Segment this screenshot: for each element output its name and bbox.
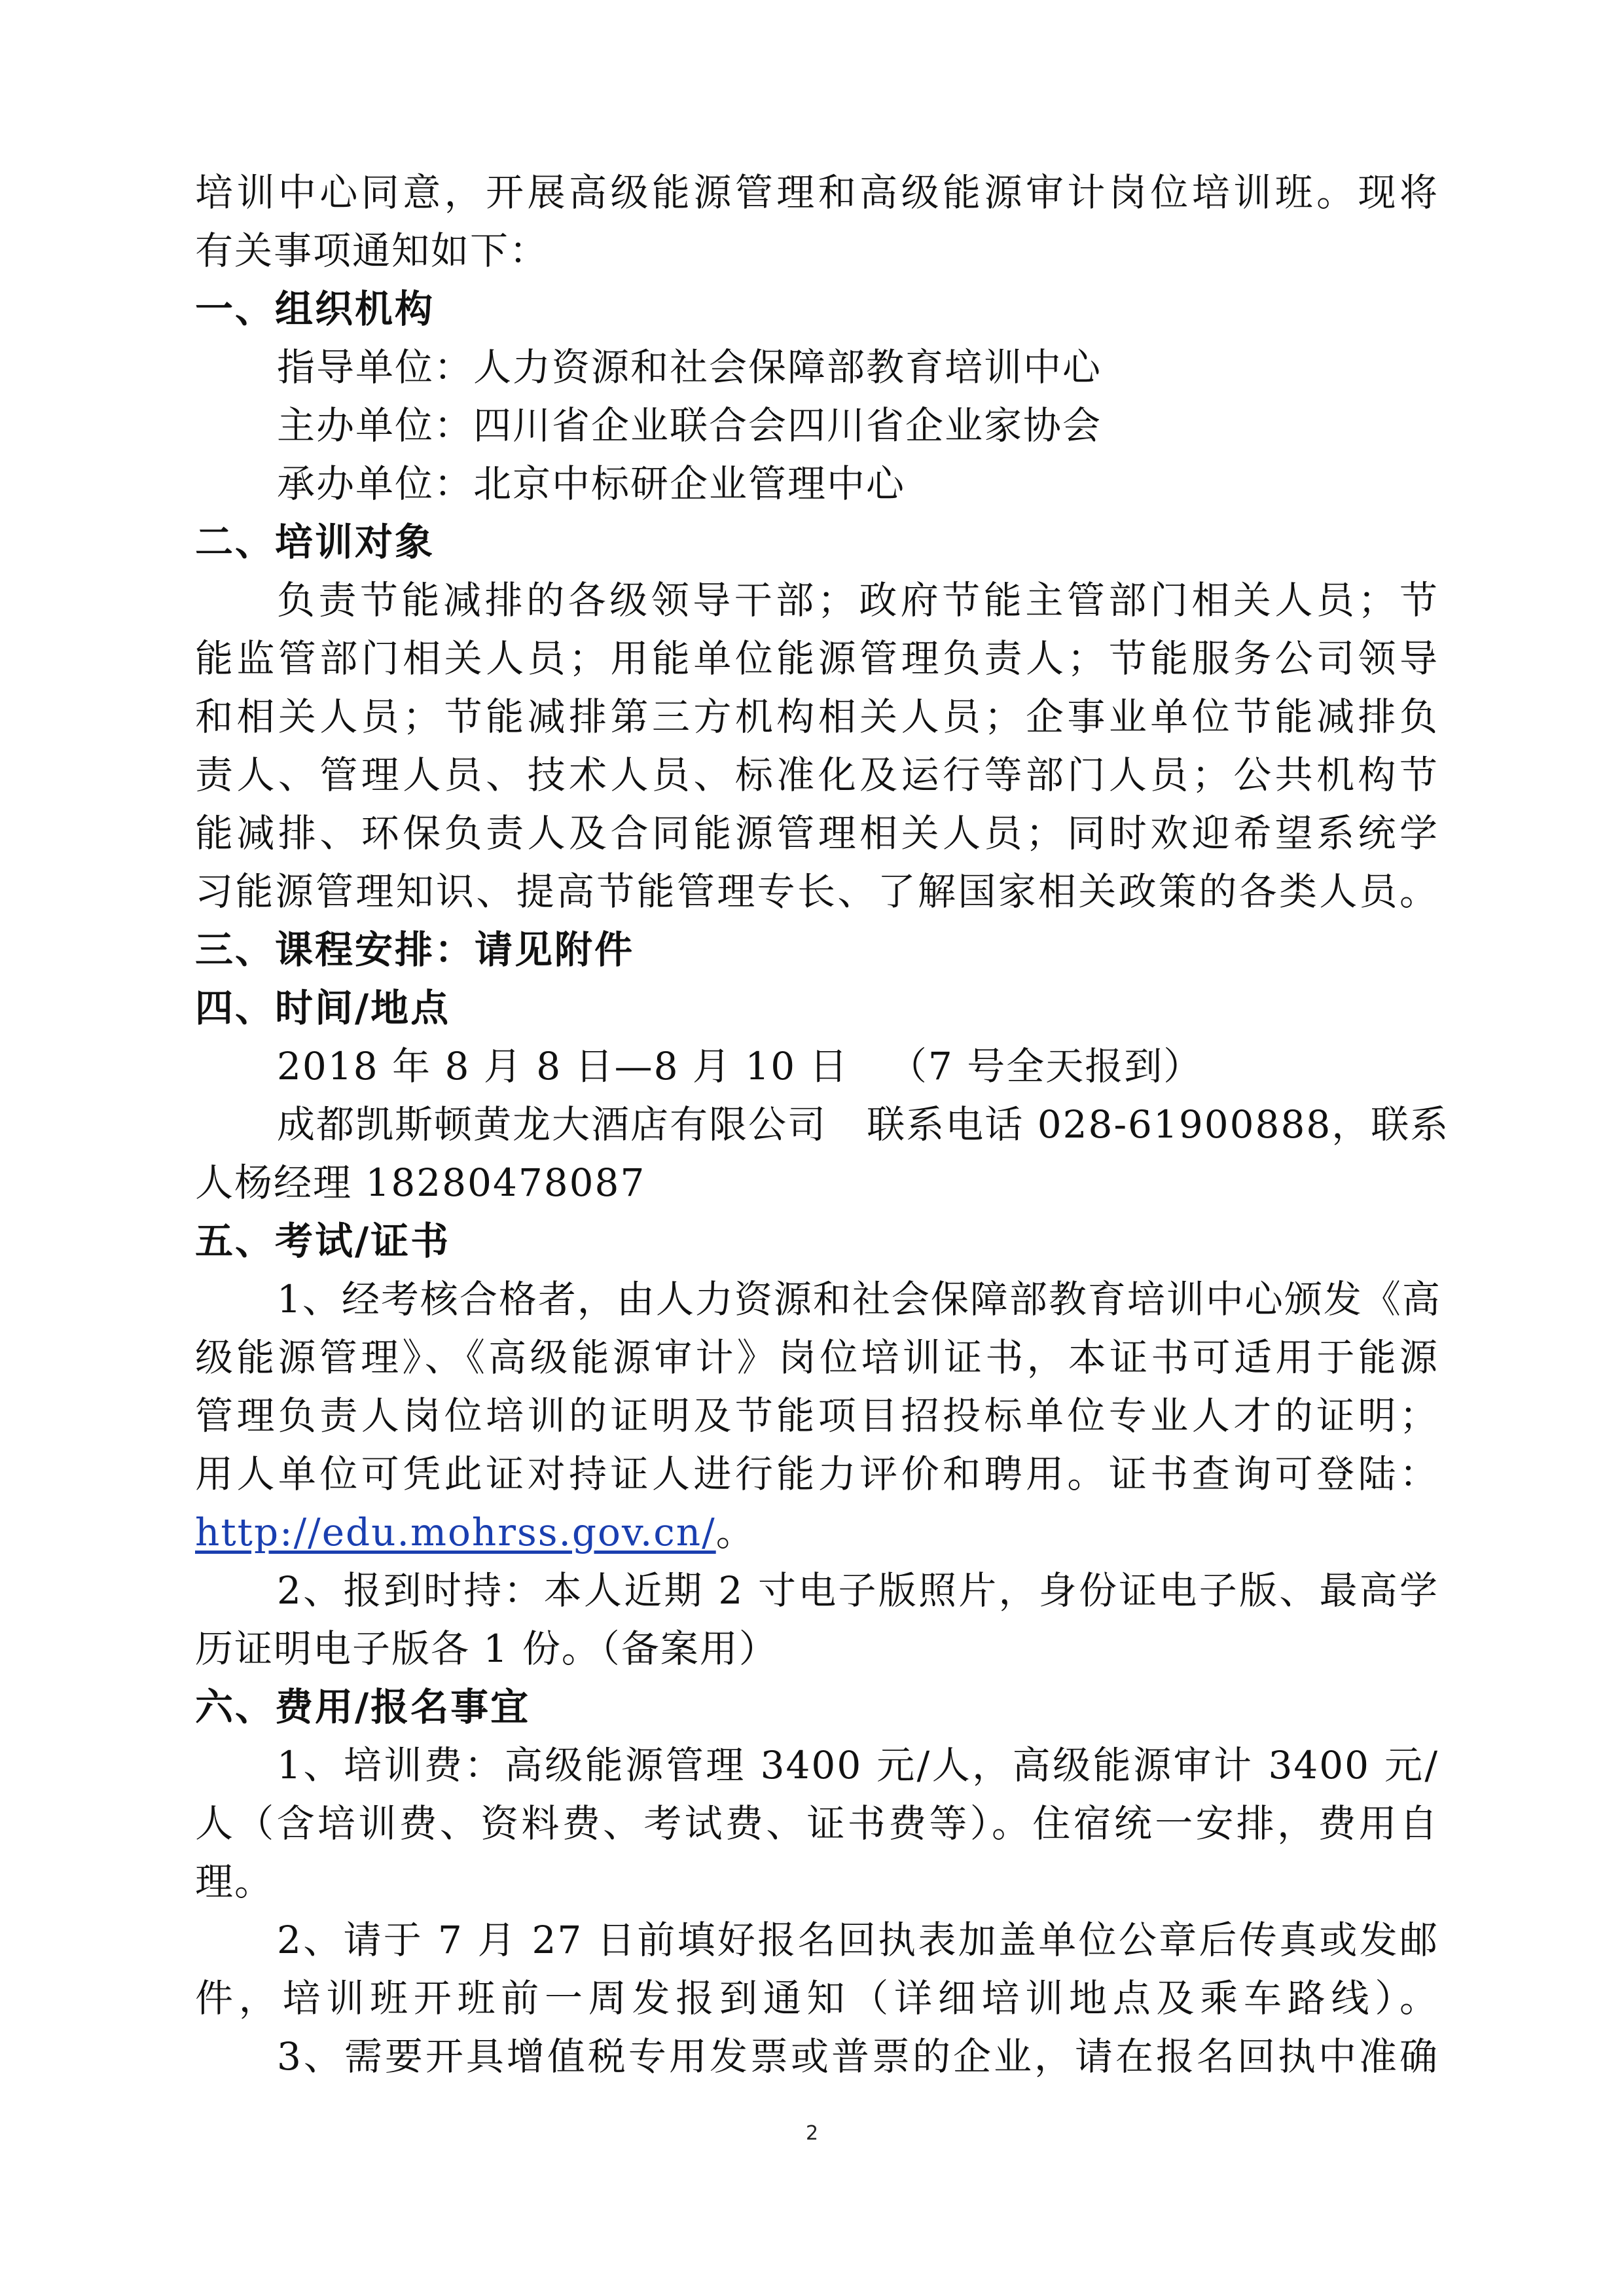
paragraph-line: 用人单位可凭此证对持证人进行能力评价和聘用。证书查询可登陆： (195, 1452, 1439, 1496)
paragraph-line: 件，培训班开班前一周发报到通知（详细培训地点及乘车路线）。 (195, 1976, 1439, 2020)
section-heading: 三、课程安排：请见附件 (195, 927, 635, 972)
section-heading: 四、时间/地点 (195, 986, 451, 1030)
paragraph-line: 能减排、环保负责人及合同能源管理相关人员；同时欢迎希望系统学 (195, 811, 1439, 855)
paragraph-line: 成都凯斯顿黄龙大酒店有限公司 联系电话 028-61900888，联系 (277, 1102, 1450, 1147)
paragraph-line: 1、经考核合格者，由人力资源和社会保障部教育培训中心颁发《高 (277, 1277, 1441, 1321)
paragraph-line: 人（含培训费、资料费、考试费、证书费等）。住宿统一安排，费用自 (195, 1801, 1439, 1846)
paragraph-line: 习能源管理知识、提高节能管理专长、了解国家相关政策的各类人员。 (195, 869, 1439, 914)
paragraph-line: 能监管部门相关人员；用能单位能源管理负责人；节能服务公司领导 (195, 636, 1439, 681)
paragraph-line: 有关事项通知如下： (195, 228, 549, 273)
paragraph-line: 2018 年 8 月 8 日—8 月 10 日 （7 号全天报到） (277, 1044, 1203, 1088)
link-suffix: 。 (715, 1510, 755, 1554)
paragraph-line: 理。 (195, 1859, 274, 1904)
paragraph-line: 级能源管理》、《高级能源审计》岗位培训证书，本证书可适用于能源 (195, 1335, 1439, 1380)
paragraph-line: 2、报到时持：本人近期 2 寸电子版照片，身份证电子版、最高学 (277, 1568, 1439, 1613)
document-body (195, 164, 1450, 2086)
paragraph-line: 承办单位：北京中标研企业管理中心 (277, 461, 906, 506)
paragraph-line: 管理负责人岗位培训的证明及节能项目招投标单位专业人才的证明； (195, 1393, 1439, 1438)
paragraph-line: 指导单位：人力资源和社会保障部教育培训中心 (277, 345, 1102, 389)
section-heading: 六、费用/报名事宜 (195, 1685, 531, 1729)
link-line (195, 1503, 1439, 1562)
paragraph-line: 培训中心同意，开展高级能源管理和高级能源审计岗位培训班。现将 (195, 170, 1439, 215)
paragraph-line: 1、培训费：高级能源管理 3400 元/人，高级能源审计 3400 元/ (277, 1743, 1439, 1787)
paragraph-line: 人杨经理 18280478087 (195, 1160, 646, 1205)
paragraph-line: 3、需要开具增值税专用发票或普票的企业，请在报名回执中准确 (277, 2034, 1439, 2079)
paragraph-line: 和相关人员；节能减排第三方机构相关人员；企事业单位节能减排负 (195, 694, 1439, 739)
section-heading: 五、考试/证书 (195, 1219, 451, 1263)
paragraph-line: 主办单位：四川省企业联合会四川省企业家协会 (277, 403, 1102, 448)
section-heading: 二、培训对象 (195, 520, 435, 564)
certificate-query-link[interactable]: http://edu.mohrss.gov.cn/ (195, 1510, 716, 1554)
paragraph-line: 负责节能减排的各级领导干部；政府节能主管部门相关人员；节 (277, 578, 1439, 622)
paragraph-line: 历证明电子版各 1 份。（备案用） (195, 1626, 778, 1671)
section-heading: 一、组织机构 (195, 287, 435, 331)
paragraph-line: 责人、管理人员、技术人员、标准化及运行等部门人员；公共机构节 (195, 753, 1439, 797)
page-number: 2 (805, 2122, 819, 2145)
paragraph-line: 2、请于 7 月 27 日前填好报名回执表加盖单位公章后传真或发邮 (277, 1918, 1439, 1962)
